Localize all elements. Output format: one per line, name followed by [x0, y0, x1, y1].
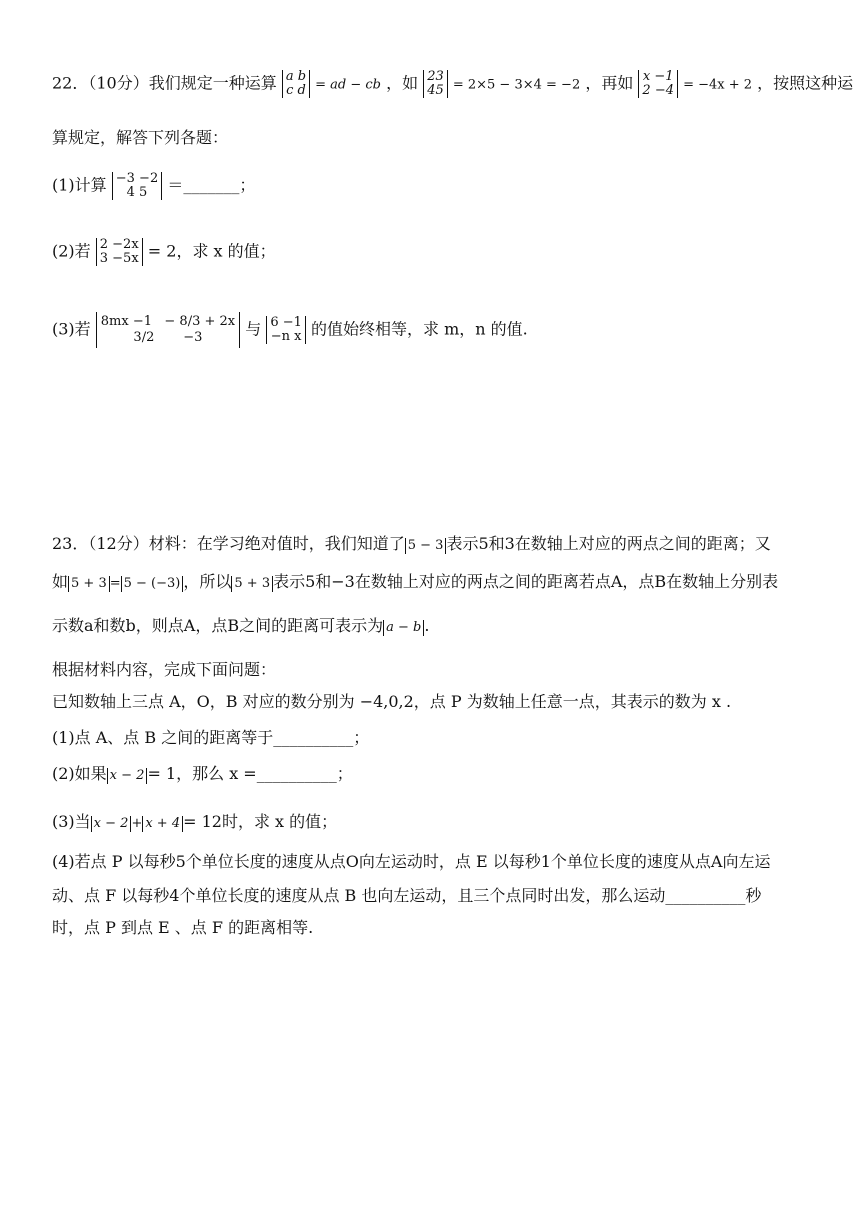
p1-determinant — [112, 172, 162, 200]
q22-line2: 算规定，解答下列各题： — [52, 128, 229, 147]
q23-part3 — [52, 812, 808, 834]
text: 表示5和3在数轴上对应的两点之间的距离；又 — [446, 534, 771, 553]
text: 如 — [52, 572, 69, 591]
abs-expr: x − 2 — [107, 768, 148, 784]
q23-line4: 根据材料内容，完成下面问题： — [52, 660, 277, 679]
q22-tail: ，按照这种运 — [757, 73, 854, 93]
p3-determinant — [96, 312, 240, 348]
text: ，所以 — [183, 572, 232, 591]
abs-expr: 5 + 3 — [68, 576, 110, 592]
eg1-formula: = 2×5 − 3×4 = −2 — [452, 77, 581, 93]
text: = — [109, 576, 121, 591]
det-row: 3 −5x — [99, 251, 139, 266]
eg2-prefix: ，再如 — [585, 73, 634, 93]
text: . — [424, 616, 430, 635]
text: = 1，那么 x =__________； — [147, 764, 353, 783]
text: (3)当 — [52, 812, 91, 831]
part-prefix: (1)计算 — [52, 175, 107, 195]
part-prefix: (3)若 — [52, 319, 91, 339]
q23-line1 — [52, 534, 808, 554]
det-row: 23 — [427, 69, 444, 84]
det-row: 4 5 — [126, 185, 148, 200]
det-row: 2 −4 — [642, 83, 674, 98]
det-row: 45 — [427, 83, 444, 98]
part-suffix: ＝_______； — [167, 175, 256, 195]
abs-expr: 5 − 3 — [405, 538, 447, 554]
q23-part1: (1)点 A、点 B 之间的距离等于__________； — [52, 728, 370, 747]
abs-expr: x + 4 — [142, 816, 183, 832]
def-formula: = ad − cb — [315, 77, 381, 93]
text: 表示5和−3在数轴上对应的两点之间的距离若点A，点B在数轴上分别表 — [273, 572, 779, 591]
abs-expr: a − b — [383, 620, 424, 636]
text: (2)如果 — [52, 764, 107, 783]
q22-head: 22．（10分）我们规定一种运算 — [52, 73, 277, 93]
text: = 12时，求 x 的值； — [183, 812, 338, 831]
abs-expr: 5 − (−3) — [121, 576, 184, 592]
det-row: −3 −2 — [115, 171, 159, 186]
text: 23．（12分）材料：在学习绝对值时，我们知道了 — [52, 534, 405, 553]
part-mid: 与 — [245, 319, 262, 339]
def-determinant — [282, 70, 310, 98]
q23-part4-line1: (4)若点 P 以每秒5个单位长度的速度从点O向左运动时，点 E 以每秒1个单位长度的速度从点A向左运 — [52, 852, 771, 871]
p2-determinant — [96, 238, 143, 266]
q22-line1 — [52, 69, 854, 98]
q23-line2 — [52, 572, 808, 594]
det-row — [101, 330, 235, 346]
abs-expr: x − 2 — [91, 816, 132, 832]
det-cell: −3 — [183, 330, 203, 345]
part-suffix: = 2，求 x 的值； — [147, 241, 276, 261]
eg2-formula: = −4x + 2 — [683, 77, 753, 93]
det-row: a b — [285, 69, 307, 84]
p3-determinant2 — [266, 316, 306, 344]
q22-part2 — [52, 238, 808, 266]
text: 示数a和数b，则点A，点B之间的距离可表示为 — [52, 616, 384, 635]
part-prefix: (2)若 — [52, 241, 91, 261]
eg2-determinant — [638, 70, 678, 98]
det-row: x −1 — [642, 69, 674, 84]
q23-line3 — [52, 616, 808, 636]
text: + — [131, 816, 143, 831]
det-row — [101, 314, 235, 330]
eg1-prefix: ，如 — [386, 73, 419, 93]
det-cell: 8mx −1 — [100, 314, 152, 329]
eg1-determinant — [423, 70, 448, 98]
q22-part3 — [52, 312, 808, 348]
det-cell: 3/2 — [133, 330, 155, 345]
det-row: −n x — [270, 329, 302, 344]
abs-expr: 5 + 3 — [231, 576, 273, 592]
det-row: 6 −1 — [270, 315, 302, 330]
q23-part4-line3: 时，点 P 到点 E 、点 F 的距离相等. — [52, 918, 314, 937]
q23-line5: 已知数轴上三点 A，O，B 对应的数分别为 −4,0,2，点 P 为数轴上任意一点，其表示的数为 x . — [52, 692, 732, 711]
q23-part4-line2: 动、点 F 以每秒4个单位长度的速度从点 B 也向左运动，且三个点同时出发，那么运动__________秒 — [52, 886, 762, 905]
q22-part1 — [52, 172, 808, 200]
q23-part2 — [52, 764, 808, 784]
det-row: c d — [286, 83, 306, 98]
det-row: 2 −2x — [99, 237, 139, 252]
det-cell: − 8/3 + 2x — [164, 314, 236, 329]
part-suffix: 的值始终相等，求 m，n 的值. — [311, 319, 528, 339]
